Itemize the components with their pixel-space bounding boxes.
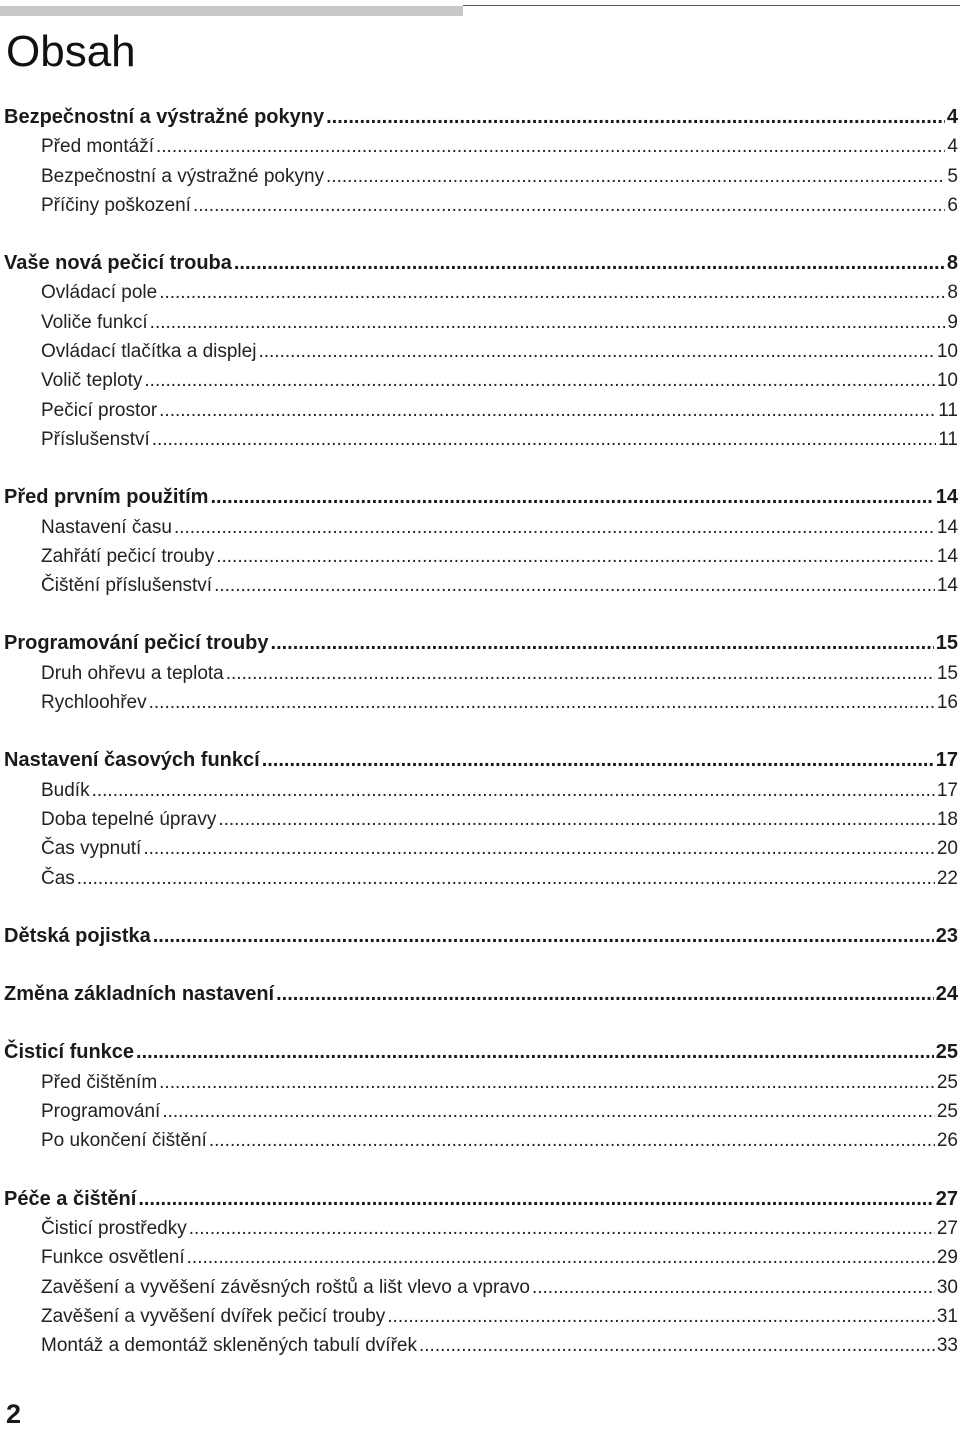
page-title: Obsah bbox=[6, 27, 136, 76]
toc-section bbox=[4, 103, 958, 220]
header-bar-accent bbox=[0, 6, 463, 16]
toc-entry-label: Příčiny poškození bbox=[41, 194, 191, 216]
toc-section bbox=[4, 922, 958, 951]
toc-subentry[interactable] bbox=[4, 776, 958, 805]
toc-section bbox=[4, 483, 958, 600]
toc-chapter-entry[interactable] bbox=[4, 1038, 958, 1067]
toc-entry-page: 15 bbox=[936, 662, 958, 684]
dot-leader bbox=[149, 688, 935, 717]
toc-entry-page: 14 bbox=[936, 575, 958, 597]
toc-section bbox=[4, 1185, 958, 1361]
toc-entry-label: Nastavení času bbox=[41, 516, 172, 538]
dot-leader bbox=[92, 776, 935, 805]
dot-leader bbox=[138, 1185, 933, 1214]
toc-subentry[interactable] bbox=[4, 1302, 958, 1331]
toc-entry-label: Před prvním použitím bbox=[4, 486, 209, 509]
toc-subentry[interactable] bbox=[4, 864, 958, 893]
toc-section bbox=[4, 629, 958, 717]
toc-entry-label: Druh ohřevu a teplota bbox=[41, 662, 224, 684]
toc-subentry[interactable] bbox=[4, 805, 958, 834]
toc-subentry[interactable] bbox=[4, 337, 958, 366]
toc-entry-label: Čisticí funkce bbox=[4, 1041, 135, 1064]
toc-entry-page: 15 bbox=[935, 632, 958, 655]
dot-leader bbox=[150, 308, 946, 337]
toc-entry-page: 10 bbox=[936, 341, 958, 363]
toc-entry-page: 11 bbox=[938, 428, 958, 450]
dot-leader bbox=[193, 191, 945, 220]
toc-entry-page: 4 bbox=[947, 136, 958, 158]
toc-entry-label: Čas vypnutí bbox=[41, 838, 142, 860]
toc-chapter-entry[interactable] bbox=[4, 483, 958, 512]
toc-entry-label: Dětská pojistka bbox=[4, 924, 151, 947]
toc-entry-label: Volič teploty bbox=[41, 370, 143, 392]
toc-entry-label: Zavěšení a vyvěšení dvířek pečicí trouby bbox=[41, 1305, 386, 1327]
toc-entry-label: Péče a čištění bbox=[4, 1187, 137, 1210]
toc-entry-page: 22 bbox=[936, 867, 958, 889]
toc-entry-label: Po ukončení čištění bbox=[41, 1130, 207, 1152]
toc-entry-page: 25 bbox=[936, 1071, 958, 1093]
toc-chapter-entry[interactable] bbox=[4, 746, 958, 775]
toc-entry-page: 25 bbox=[935, 1041, 958, 1064]
toc-entry-page: 6 bbox=[947, 194, 958, 216]
toc-entry-page: 8 bbox=[947, 282, 958, 304]
dot-leader bbox=[326, 162, 945, 191]
toc-entry-label: Programování bbox=[41, 1101, 161, 1123]
dot-leader bbox=[276, 980, 934, 1009]
toc-chapter-entry[interactable] bbox=[4, 980, 958, 1009]
toc-entry-page: 26 bbox=[936, 1130, 958, 1152]
toc-entry-page: 14 bbox=[936, 545, 958, 567]
toc-entry-label: Čas bbox=[41, 867, 75, 889]
toc-subentry[interactable] bbox=[4, 1097, 958, 1126]
toc-section bbox=[4, 249, 958, 454]
toc-entry-label: Příslušenství bbox=[41, 428, 150, 450]
dot-leader bbox=[152, 425, 937, 454]
page-number: 2 bbox=[6, 1399, 22, 1429]
toc-entry-page: 31 bbox=[936, 1305, 958, 1327]
dot-leader bbox=[189, 1214, 935, 1243]
toc-subentry[interactable] bbox=[4, 366, 958, 395]
toc-chapter-entry[interactable] bbox=[4, 922, 958, 951]
toc-entry-page: 23 bbox=[935, 924, 958, 947]
dot-leader bbox=[159, 1068, 935, 1097]
toc-subentry[interactable] bbox=[4, 513, 958, 542]
toc-entry-label: Programování pečicí trouby bbox=[4, 632, 269, 655]
toc-entry-label: Pečicí prostor bbox=[41, 399, 158, 421]
toc-entry-page: 11 bbox=[938, 399, 958, 421]
dot-leader bbox=[187, 1243, 935, 1272]
toc-entry-page: 18 bbox=[936, 808, 958, 830]
toc-entry-page: 17 bbox=[935, 749, 958, 772]
toc-entry-label: Rychloohřev bbox=[41, 692, 147, 714]
toc-subentry[interactable] bbox=[4, 425, 958, 454]
toc-entry-page: 14 bbox=[936, 516, 958, 538]
toc-entry-label: Voliče funkcí bbox=[41, 311, 148, 333]
toc-entry-page: 14 bbox=[935, 486, 958, 509]
dot-leader bbox=[532, 1273, 935, 1302]
dot-leader bbox=[210, 483, 933, 512]
header-rule bbox=[463, 5, 960, 6]
toc-entry-page: 24 bbox=[935, 983, 958, 1006]
toc-subentry[interactable] bbox=[4, 1068, 958, 1097]
toc-entry-page: 29 bbox=[936, 1247, 958, 1269]
toc-subentry[interactable] bbox=[4, 191, 958, 220]
toc-chapter-entry[interactable] bbox=[4, 103, 958, 132]
toc-entry-page: 4 bbox=[946, 106, 958, 128]
toc-entry-page: 8 bbox=[946, 252, 958, 275]
dot-leader bbox=[144, 366, 934, 395]
toc-entry-label: Čisticí prostředky bbox=[41, 1217, 187, 1239]
toc-entry-page: 27 bbox=[935, 1187, 958, 1210]
dot-leader bbox=[226, 659, 935, 688]
toc-entry-page: 30 bbox=[936, 1276, 958, 1298]
dot-leader bbox=[136, 1038, 934, 1067]
dot-leader bbox=[258, 337, 934, 366]
toc-entry-page: 16 bbox=[936, 692, 958, 714]
table-of-contents bbox=[4, 103, 958, 1389]
toc-entry-page: 17 bbox=[936, 779, 958, 801]
dot-leader bbox=[262, 746, 934, 775]
toc-entry-page: 10 bbox=[936, 370, 958, 392]
dot-leader bbox=[216, 542, 935, 571]
toc-entry-label: Nastavení časových funkcí bbox=[4, 749, 260, 772]
toc-subentry[interactable] bbox=[4, 1331, 958, 1360]
toc-entry-label: Montáž a demontáž skleněných tabulí dvířek bbox=[41, 1335, 417, 1357]
toc-entry-label: Před montáží bbox=[41, 136, 154, 158]
toc-entry-page: 27 bbox=[936, 1217, 958, 1239]
dot-leader bbox=[77, 864, 935, 893]
dot-leader bbox=[159, 396, 936, 425]
dot-leader bbox=[209, 1126, 935, 1155]
toc-subentry[interactable] bbox=[4, 162, 958, 191]
dot-leader bbox=[159, 278, 945, 307]
toc-entry-page: 9 bbox=[947, 311, 958, 333]
dot-leader bbox=[174, 513, 935, 542]
toc-entry-label: Před čištěním bbox=[41, 1071, 158, 1093]
toc-entry-page: 25 bbox=[936, 1101, 958, 1123]
toc-subentry[interactable] bbox=[4, 1273, 958, 1302]
toc-entry-page: 33 bbox=[936, 1335, 958, 1357]
toc-chapter-entry[interactable] bbox=[4, 249, 958, 278]
toc-entry-page: 5 bbox=[947, 165, 958, 187]
toc-section bbox=[4, 980, 958, 1009]
toc-entry-label: Zahřátí pečicí trouby bbox=[41, 545, 215, 567]
dot-leader bbox=[156, 132, 945, 161]
dot-leader bbox=[143, 834, 935, 863]
toc-entry-label: Budík bbox=[41, 779, 90, 801]
toc-subentry[interactable] bbox=[4, 278, 958, 307]
toc-subentry[interactable] bbox=[4, 308, 958, 337]
dot-leader bbox=[387, 1302, 935, 1331]
dot-leader bbox=[271, 629, 934, 658]
dot-leader bbox=[214, 571, 935, 600]
toc-entry-label: Změna základních nastavení bbox=[4, 983, 275, 1006]
toc-subentry[interactable] bbox=[4, 688, 958, 717]
toc-section bbox=[4, 1038, 958, 1155]
dot-leader bbox=[234, 249, 945, 278]
toc-subentry[interactable] bbox=[4, 542, 958, 571]
toc-section bbox=[4, 746, 958, 892]
toc-chapter-entry[interactable] bbox=[4, 1185, 958, 1214]
toc-subentry[interactable] bbox=[4, 834, 958, 863]
toc-entry-label: Doba tepelné úpravy bbox=[41, 808, 217, 830]
toc-entry-label: Bezpečnostní a výstražné pokyny bbox=[4, 106, 325, 128]
toc-entry-label: Vaše nová pečicí trouba bbox=[4, 252, 232, 275]
toc-entry-label: Zavěšení a vyvěšení závěsných roštů a lišt vlevo a vpravo bbox=[41, 1276, 530, 1298]
toc-entry-label: Ovládací pole bbox=[41, 282, 158, 304]
toc-entry-page: 20 bbox=[936, 838, 958, 860]
toc-subentry[interactable] bbox=[4, 1243, 958, 1272]
dot-leader bbox=[419, 1331, 935, 1360]
toc-subentry[interactable] bbox=[4, 571, 958, 600]
toc-entry-label: Ovládací tlačítka a displej bbox=[41, 341, 257, 363]
toc-subentry[interactable] bbox=[4, 1214, 958, 1243]
toc-subentry[interactable] bbox=[4, 659, 958, 688]
toc-subentry[interactable] bbox=[4, 1126, 958, 1155]
toc-subentry[interactable] bbox=[4, 396, 958, 425]
toc-entry-label: Čištění příslušenství bbox=[41, 575, 213, 597]
dot-leader bbox=[218, 805, 935, 834]
dot-leader bbox=[326, 103, 945, 132]
toc-entry-label: Bezpečnostní a výstražné pokyny bbox=[41, 165, 325, 187]
toc-subentry[interactable] bbox=[4, 132, 958, 161]
toc-chapter-entry[interactable] bbox=[4, 629, 958, 658]
dot-leader bbox=[162, 1097, 935, 1126]
toc-entry-label: Funkce osvětlení bbox=[41, 1247, 185, 1269]
dot-leader bbox=[153, 922, 934, 951]
